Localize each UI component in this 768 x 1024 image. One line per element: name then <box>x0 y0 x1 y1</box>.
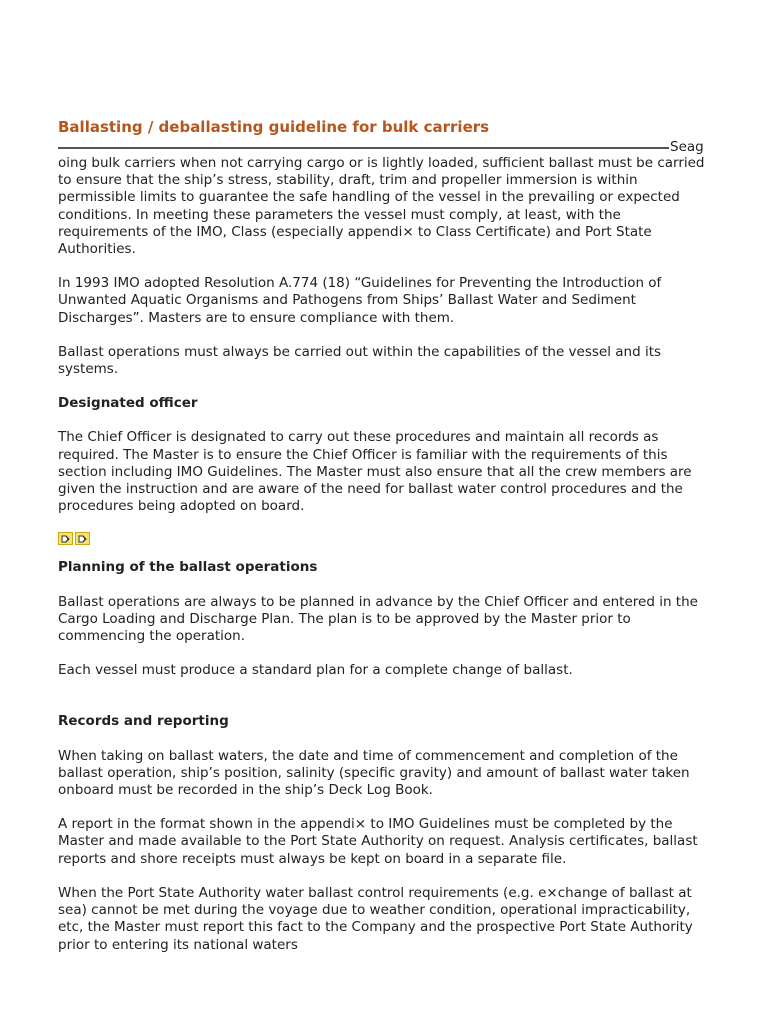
section-heading-designated-officer: Designated officer <box>58 395 198 412</box>
document-page <box>58 117 713 971</box>
section-heading-planning: Planning of the ballast operations <box>58 559 318 576</box>
records-paragraph-1: When taking on ballast waters, the date and time of commencement and completion of the ballast operation, ship’s position, salinity (specific gravity) and amount of ballast water taken onboard must be recorded in the ship’s Deck Log Book. <box>58 747 690 799</box>
planning-paragraph-2: Each vessel must produce a standard plan for a complete change of ballast. <box>58 662 573 679</box>
capabilities-paragraph: Ballast operations must always be carried out within the capabilities of the vessel and its systems. <box>58 343 662 378</box>
planning-paragraph-1: Ballast operations are always to be planned in advance by the Chief Officer and entered in the Cargo Loading and Discharge Plan. The plan is to be approved by the Master prior to commencing the operation. <box>58 593 698 645</box>
records-paragraph-3: When the Port State Authority water ballast control requirements (e.g. e×change of ballast at sea) cannot be met during the voyage due to weather condition, operational impracticability, etc, the Master must report this fact to the Company and the prospective Port State Authority prior to entering its national waters <box>58 884 693 953</box>
rule-tail-text: Seag <box>670 139 704 155</box>
section-spacer <box>58 696 713 713</box>
title-underline <box>58 147 669 149</box>
attachment-icons <box>58 532 713 546</box>
designated-officer-paragraph: The Chief Officer is designated to carry out these procedures and maintain all records as required. The Master is to ensure the Chief Officer is familiar with the requirements of this section including IMO Guidelines. The Master must also ensure that all the crew members are given the instruction and are aware of the need for ballast water control procedures and the procedures being adopted on board. <box>58 429 692 515</box>
imo-paragraph: In 1993 IMO adopted Resolution A.774 (18) “Guidelines for Preventing the Introduction of Unwanted Aquatic Organisms and Pathogens from Ships’ Ballast Water and Sediment Discharges”. Masters are to ensure compliance with them. <box>58 275 662 326</box>
attachment-icon[interactable] <box>58 532 73 545</box>
section-heading-records: Records and reporting <box>58 713 229 730</box>
intro-paragraph: oing bulk carriers when not carrying cargo or is lightly loaded, sufficient ballast must be carried to ensure that the ship’s stress, stability, draft, trim and propeller immersion is within permissible limits to guarantee the safe handling of the vessel in the prevailing or expected conditions. In meeting these parameters the vessel must comply, at least, with the requirements of the IMO, Class (especially appendi× to Class Certificate) and Port State Authorities. <box>58 155 705 258</box>
title-underline-row <box>58 139 713 155</box>
records-paragraph-2: A report in the format shown in the appendi× to IMO Guidelines must be completed by the Master and made available to the Port State Authority on request. Analysis certificates, ballast reports and shore receipts must always be kept on board in a separate file. <box>58 816 698 867</box>
document-title: Ballasting / deballasting guideline for bulk carriers <box>58 118 490 136</box>
attachment-icon[interactable] <box>75 532 90 545</box>
